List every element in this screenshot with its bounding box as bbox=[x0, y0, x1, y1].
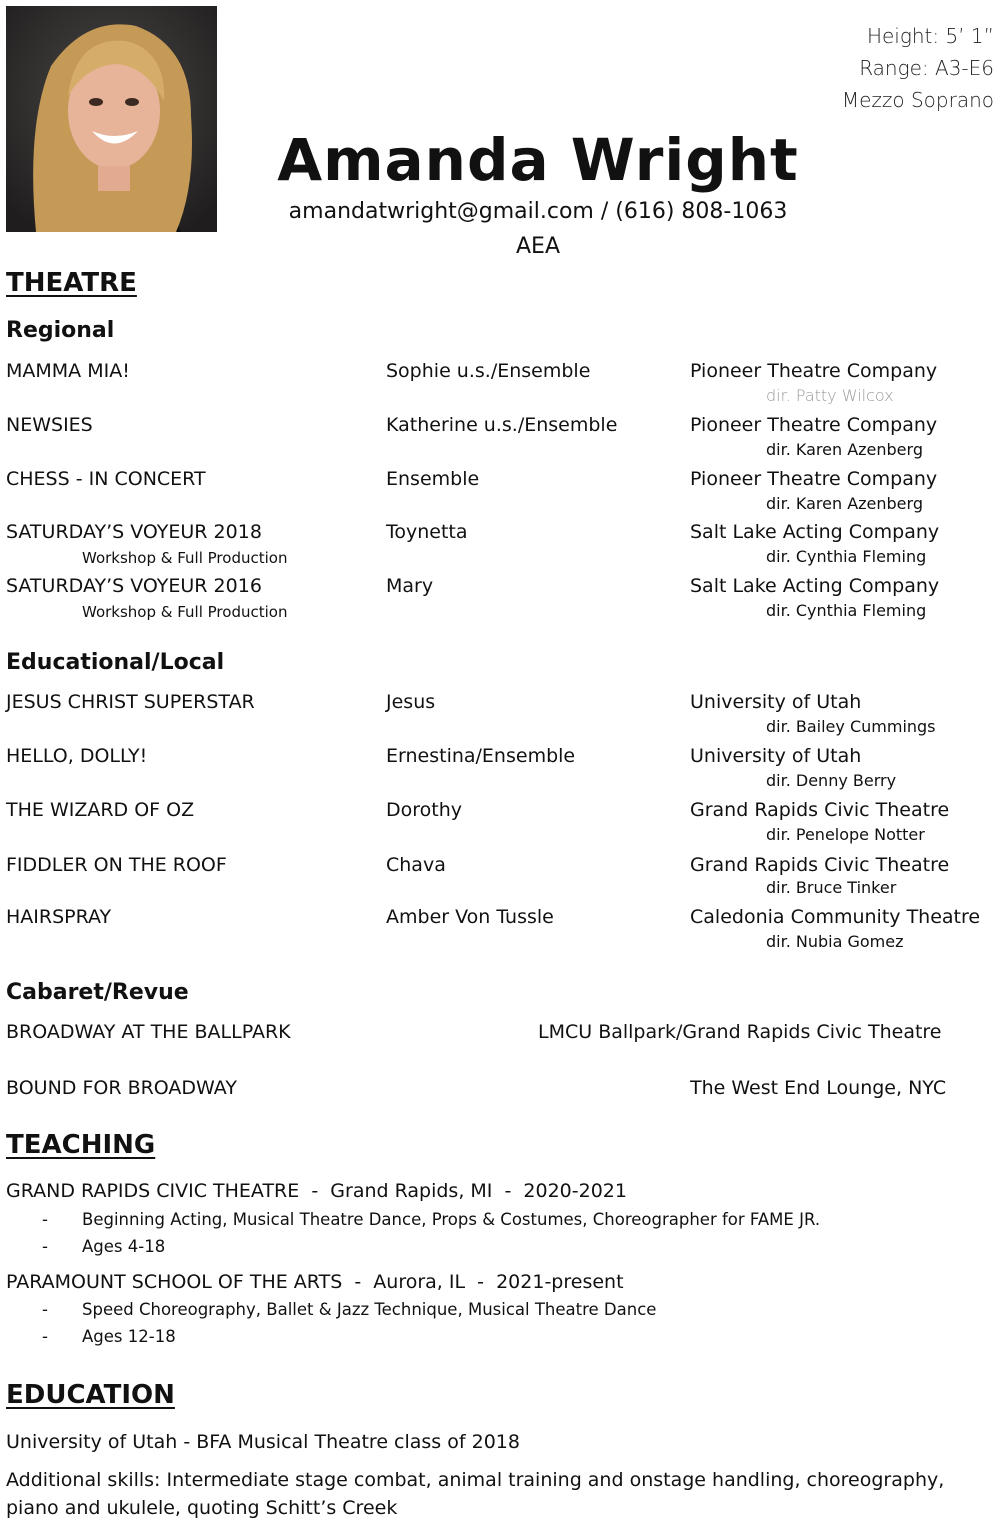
venue: LMCU Ballpark/Grand Rapids Civic Theatre bbox=[538, 1021, 942, 1043]
venue: University of Utah bbox=[690, 691, 862, 713]
bullet-dash: - bbox=[42, 1327, 48, 1346]
degree: University of Utah - BFA Musical Theatre class of 2018 bbox=[6, 1431, 520, 1453]
show-title: NEWSIES bbox=[6, 414, 93, 436]
venue: Grand Rapids Civic Theatre bbox=[690, 799, 950, 821]
venue: Pioneer Theatre Company bbox=[690, 414, 938, 436]
role: Amber Von Tussle bbox=[386, 906, 554, 928]
educational-heading: Educational/Local bbox=[6, 650, 225, 675]
additional-skills: Additional skills: Intermediate stage combat, animal training and onstage handling, choreography, piano and ukulele, quoting Schitt’s Creek bbox=[6, 1469, 945, 1519]
role: Toynetta bbox=[386, 521, 468, 543]
table-row bbox=[0, 906, 1000, 956]
cabaret-heading: Cabaret/Revue bbox=[6, 980, 189, 1005]
regional-heading: Regional bbox=[6, 318, 115, 343]
show-title: HAIRSPRAY bbox=[6, 906, 112, 928]
role: Katherine u.s./Ensemble bbox=[386, 414, 618, 436]
show-title: THE WIZARD OF OZ bbox=[6, 799, 195, 821]
director: dir. Denny Berry bbox=[766, 771, 897, 790]
role: Ensemble bbox=[386, 468, 480, 490]
show-title: HELLO, DOLLY! bbox=[6, 745, 148, 767]
bullet-text: Ages 4-18 bbox=[82, 1237, 166, 1256]
table-row bbox=[0, 414, 1000, 464]
teaching-heading: TEACHING bbox=[6, 1130, 156, 1160]
show-title: FIDDLER ON THE ROOF bbox=[6, 854, 227, 876]
venue: The West End Lounge, NYC bbox=[690, 1077, 947, 1099]
voice-type-stat: Mezzo Soprano bbox=[841, 88, 994, 112]
show-title: BOUND FOR BROADWAY bbox=[6, 1077, 237, 1099]
venue: Salt Lake Acting Company bbox=[690, 575, 940, 597]
range-stat: Range: A3-E6 bbox=[859, 56, 994, 80]
venue: Salt Lake Acting Company bbox=[690, 521, 940, 543]
venue: Pioneer Theatre Company bbox=[690, 360, 938, 382]
role: Mary bbox=[386, 575, 434, 597]
bullet-dash: - bbox=[42, 1210, 48, 1229]
table-row bbox=[0, 1021, 1000, 1071]
teaching-entry-line: GRAND RAPIDS CIVIC THEATRE - Grand Rapids, MI - 2020-2021 bbox=[6, 1180, 627, 1202]
bullet-dash: - bbox=[42, 1300, 48, 1319]
table-row bbox=[0, 575, 1000, 625]
director: dir. Cynthia Fleming bbox=[766, 601, 927, 620]
show-title: JESUS CHRIST SUPERSTAR bbox=[6, 691, 255, 713]
role: Chava bbox=[386, 854, 446, 876]
venue: Pioneer Theatre Company bbox=[690, 468, 938, 490]
education-heading: EDUCATION bbox=[6, 1380, 175, 1410]
role: Jesus bbox=[386, 691, 436, 713]
director: dir. Bailey Cummings bbox=[766, 717, 936, 736]
performer-name: Amanda Wright bbox=[277, 126, 799, 194]
vital-stats bbox=[842, 20, 994, 116]
table-row bbox=[0, 468, 1000, 518]
director: dir. Cynthia Fleming bbox=[766, 547, 927, 566]
teaching-entry-line: PARAMOUNT SCHOOL OF THE ARTS - Aurora, IL - 2021-present bbox=[6, 1271, 624, 1293]
show-title: SATURDAY’S VOYEUR 2016 bbox=[6, 575, 262, 597]
director: dir. Karen Azenberg bbox=[766, 440, 923, 459]
headshot-photo bbox=[6, 6, 217, 232]
show-title: MAMMA MIA! bbox=[6, 360, 130, 382]
theatre-heading: THEATRE bbox=[6, 268, 137, 298]
director: dir. Penelope Notter bbox=[766, 825, 925, 844]
bullet-text: Beginning Acting, Musical Theatre Dance, Props & Costumes, Choreographer for FAME JR. bbox=[82, 1210, 821, 1229]
role: Dorothy bbox=[386, 799, 463, 821]
bullet-text: Speed Choreography, Ballet & Jazz Technique, Musical Theatre Dance bbox=[82, 1300, 657, 1319]
table-row bbox=[0, 691, 1000, 741]
director: dir. Nubia Gomez bbox=[766, 932, 904, 951]
director: dir. Patty Wilcox bbox=[766, 386, 894, 405]
height-stat: Height: 5’ 1” bbox=[866, 24, 994, 48]
show-title: CHESS - IN CONCERT bbox=[6, 468, 206, 490]
table-row bbox=[0, 799, 1000, 849]
table-row bbox=[0, 1077, 1000, 1127]
table-row bbox=[0, 360, 1000, 410]
venue: Caledonia Community Theatre bbox=[690, 906, 981, 928]
production-note: Workshop & Full Production bbox=[82, 549, 288, 567]
role: Ernestina/Ensemble bbox=[386, 745, 576, 767]
table-row bbox=[0, 854, 1000, 904]
venue: Grand Rapids Civic Theatre bbox=[690, 854, 950, 876]
contact-info: amandatwright@gmail.com / (616) 808-1063 bbox=[288, 199, 788, 224]
table-row bbox=[0, 745, 1000, 795]
director: dir. Karen Azenberg bbox=[766, 494, 923, 513]
venue: University of Utah bbox=[690, 745, 862, 767]
role: Sophie u.s./Ensemble bbox=[386, 360, 591, 382]
director: dir. Bruce Tinker bbox=[766, 878, 897, 897]
union-affiliation: AEA bbox=[516, 234, 560, 259]
show-title: BROADWAY AT THE BALLPARK bbox=[6, 1021, 291, 1043]
production-note: Workshop & Full Production bbox=[82, 603, 288, 621]
bullet-text: Ages 12-18 bbox=[82, 1327, 176, 1346]
show-title: SATURDAY’S VOYEUR 2018 bbox=[6, 521, 262, 543]
table-row bbox=[0, 521, 1000, 571]
bullet-dash: - bbox=[42, 1237, 48, 1256]
